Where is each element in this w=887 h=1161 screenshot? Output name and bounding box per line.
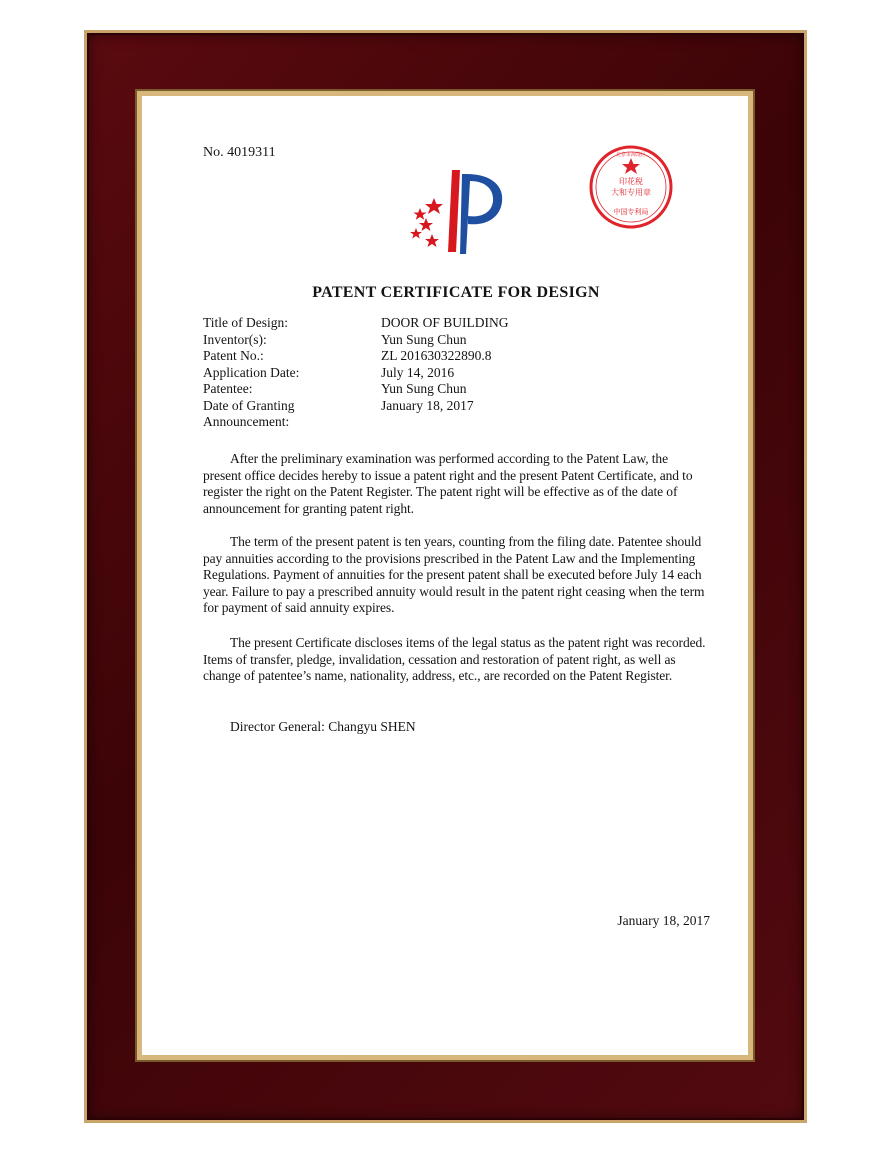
field-value: Yun Sung Chun: [381, 331, 467, 347]
svg-text:印花税: 印花税: [619, 177, 643, 186]
field-value: Yun Sung Chun: [381, 381, 467, 396]
field-label: Inventor(s):: [203, 331, 267, 347]
svg-text:中国专利局: 中国专利局: [613, 208, 649, 216]
field-row: [203, 398, 709, 415]
paragraph-issuance: After the preliminary examination was performed according to the Patent Law, the present office decides hereby to issue a patent right and the present Patent Certificate, and to register the right on the Patent Register. The patent right will be effective as of the date of announcement for granting patent right.: [203, 451, 693, 516]
field-value: ZL 201630322890.8: [381, 348, 492, 363]
issue-date: January 18, 2017: [617, 913, 710, 928]
red-seal-icon: [588, 144, 674, 230]
field-value: DOOR OF BUILDING: [381, 315, 509, 330]
field-label: Patent No.:: [203, 348, 264, 363]
field-label: Application Date:: [203, 364, 300, 380]
paragraph-legal-status: The present Certificate discloses items of the legal status as the patent right was recorded. Items of transfer, pledge, invalidation, cessation and restoration of patent right, as well as change of patentee’s name, nationality, address, etc., are recorded on the Patent Register.: [203, 635, 706, 683]
patent-office-logo-icon: [402, 168, 512, 258]
certificate-number: No. 4019311: [203, 145, 276, 160]
field-row: [203, 381, 709, 398]
svg-text:北京市海淀区: 北京市海淀区: [615, 152, 647, 158]
field-value: July 14, 2016: [381, 364, 455, 380]
field-label: Announcement:: [203, 414, 290, 429]
field-label: Title of Design:: [203, 315, 289, 330]
field-label: Patentee:: [203, 381, 253, 396]
svg-text:大和专用章: 大和专用章: [611, 188, 651, 197]
director-signature-line: Director General: Changyu SHEN: [230, 719, 416, 734]
field-value: January 18, 2017: [381, 397, 474, 413]
certificate-fields: [203, 315, 709, 431]
field-value: [381, 414, 709, 431]
field-row: [203, 315, 709, 332]
paragraph-term: The term of the present patent is ten years, counting from the filing date. Patentee should pay annuities according to the provisions prescribed in the Patent Law and the Implementing Regulations. Payment of annuities for the present patent shall be executed before July 14 each year. Failure to pay a prescribed annuity would result in the patent right ceasing when the term for payment of said annuity expires.: [203, 534, 705, 615]
field-label: Date of Granting: [203, 397, 295, 413]
field-row: [203, 365, 709, 382]
field-row: [203, 332, 709, 349]
certificate-title: PATENT CERTIFICATE FOR DESIGN: [312, 284, 600, 301]
field-row: [203, 414, 709, 431]
field-row: [203, 348, 709, 365]
